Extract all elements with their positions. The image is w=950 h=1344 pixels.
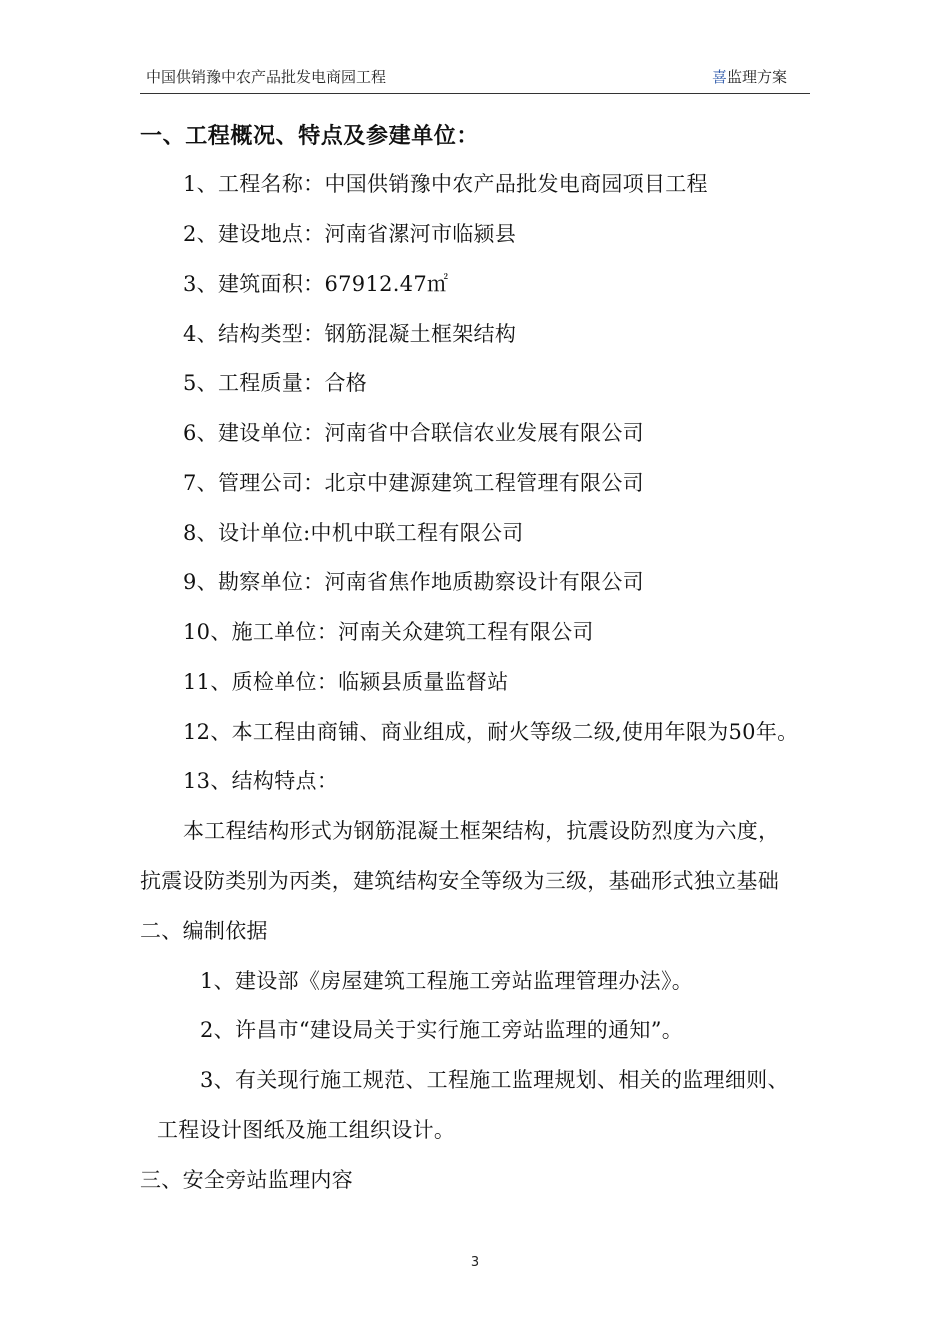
item-management: 7、管理公司：北京中建源建筑工程管理有限公司 xyxy=(183,471,644,495)
basis-item-2: 2、许昌市“建设局关于实行施工旁站监理的通知”。 xyxy=(200,1018,684,1042)
basis-item-1: 1、建设部《房屋建筑工程施工旁站监理管理办法》。 xyxy=(200,969,694,993)
structure-paragraph-line-1: 本工程结构形式为钢筋混凝土框架结构，抗震设防烈度为六度， xyxy=(183,819,780,843)
item-structure-features: 13、结构特点： xyxy=(183,769,339,793)
item-project-name: 1、工程名称：中国供销豫中农产品批发电商园项目工程 xyxy=(183,172,708,196)
item-quality: 5、工程质量：合格 xyxy=(183,371,368,395)
section-3-heading: 三、安全旁站监理内容 xyxy=(140,1168,353,1192)
item-design: 8、设计单位:中机中联工程有限公司 xyxy=(183,521,524,545)
header-accent-char: 喜 xyxy=(712,68,728,86)
item-structure-type: 4、结构类型：钢筋混凝土框架结构 xyxy=(183,322,517,346)
section-1-heading: 一、工程概况、特点及参建单位： xyxy=(140,124,480,149)
header-doc-type-text: 监理方案 xyxy=(727,68,788,86)
page-number: 3 xyxy=(470,1255,480,1270)
structure-paragraph-line-2: 抗震设防类别为丙类，建筑结构安全等级为三级，基础形式独立基础 xyxy=(140,869,779,893)
header-doc-type xyxy=(712,66,787,87)
item-inspection: 11、质检单位：临颍县质量监督站 xyxy=(183,670,509,694)
item-owner: 6、建设单位：河南省中合联信农业发展有限公司 xyxy=(183,421,644,445)
item-area: 3、建筑面积：67912.47㎡ xyxy=(183,272,449,296)
basis-item-3-continued: 工程设计图纸及施工组织设计。 xyxy=(157,1118,456,1142)
basis-item-3: 3、有关现行施工规范、工程施工监理规划、相关的监理细则、 xyxy=(200,1068,789,1092)
header-rule xyxy=(140,93,810,94)
item-contractor: 10、施工单位：河南关众建筑工程有限公司 xyxy=(183,620,594,644)
item-survey: 9、勘察单位：河南省焦作地质勘察设计有限公司 xyxy=(183,570,644,594)
section-2-heading: 二、编制依据 xyxy=(140,919,268,943)
header-project-name: 中国供销豫中农产品批发电商园工程 xyxy=(146,68,387,86)
item-location: 2、建设地点：河南省漯河市临颍县 xyxy=(183,222,517,246)
item-composition: 12、本工程由商铺、商业组成，耐火等级二级,使用年限为50年。 xyxy=(183,720,799,744)
